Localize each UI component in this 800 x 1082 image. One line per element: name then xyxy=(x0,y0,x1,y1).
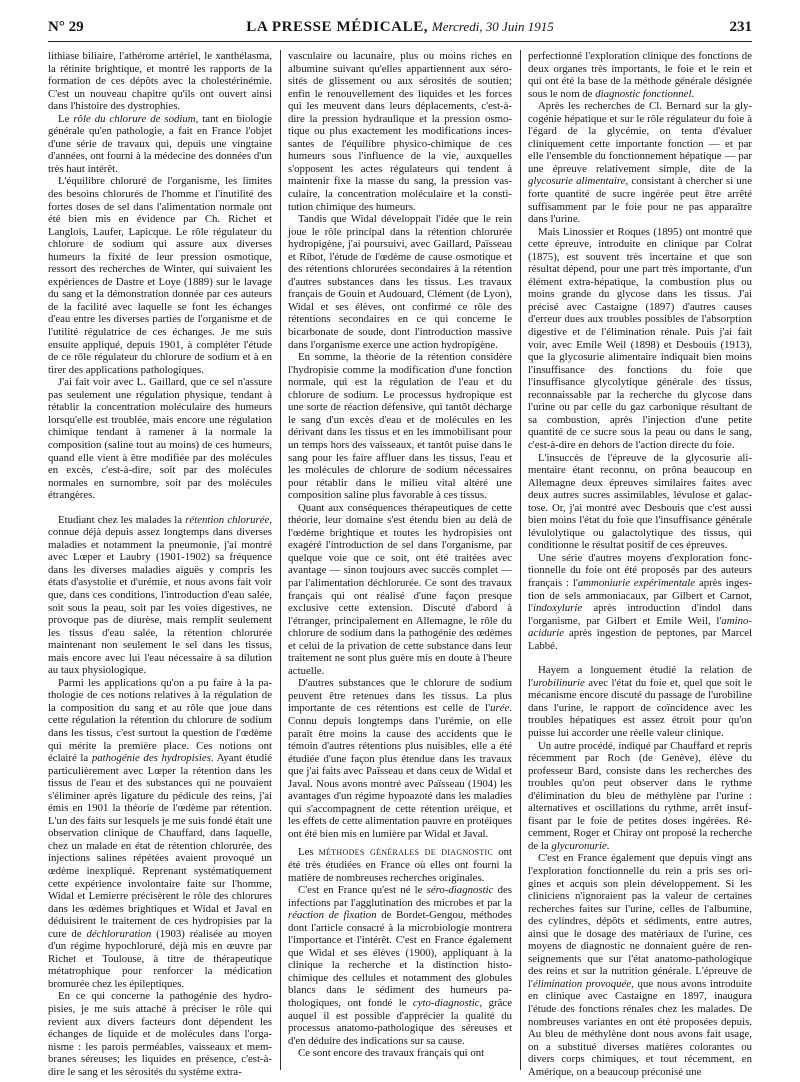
journal-title: LA PRESSE MÉDICALE, xyxy=(246,19,429,35)
paragraph: Quant aux conséquences thérapeutiques de cette théorie, leur domaine s'est étendu bien au delà de l'œdème brightique et toutes les hydropisies ont exagéré l'introduction de sel dans l'organisme, par quelque voie que ce soit, ont été traitées avec avantage — sinon toujours avec succès complet — par l'alimentation déchlorurée. Ce sont des travaux français qui ont réalisé d'une façon presque exclusive cette extension. Discuté d'abord à l'étranger, principalement en Allemagne, le rôle du chlorure de sodium dans la pathogénie des œdèmes et celui de la privation de cette substance dans leur traitement ne sont plus guère mis en doute à l'heure actuelle. xyxy=(288,501,512,677)
column-3 xyxy=(528,50,752,1078)
paragraph: Mais Linossier et Roques (1895) ont montré que cette épreuve, introduite en clinique par Colrat (1875), est souvent très incertaine et que son résultat dépend, pour une part très importante, d'un élément extra-hépatique, la combustion plus ou moins grande du glycose dans les tissus. J'ai précisé avec Castaigne (1897) d'autres causes d'erreur dues aux troubles possibles de l'absorption digestive et de l'élimination rénale. Puis j'ai fait voir, avec Emile Weil (1898) et Desbouis (1913), que la glycosurie alimentaire indiquait bien moins l'insuffisance des fonctions du foie que l'insuffisance glycolytique générale des tissus, reconnaissable par la recherche du glycose dans l'urine ou par celle du gaz carbonique résultant de sa combustion, après l'injection d'une petite quantité de ce sucre sous la peau ou dans le sang, c'est-à-dire en dehors de l'action directe du foie. xyxy=(528,225,752,451)
paragraph: Les méthodes générales de diagnostic ont été très étudiées en France où elles ont fourni la matière de nombreuses recherches originales. xyxy=(288,846,512,884)
emphasis: glycosurie alimentaire xyxy=(528,175,626,188)
paragraph: C'est en France également que depuis vingt ans l'exploration fonctionnelle du rein a pris ses origines et acquis son plein développement. Si les cliniciens n'ignoraient pas la valeur de certaines recherches faites sur l'urine, celles de l'albumine, des cylindres, dépôts et sédiments, entre autres, ainsi que le dosage des matériaux de l'urine, ces moyens de diagnostic ne donnaient guère de renseignements que sur l'état anatomo-pathologique des reins et sur la nutrition générale. L'épreuve de l'élimination provoquée, que nous avons introduite en clinique avec Castaigne en 1897, inaugura l'étude des fonctions rénales chez les malades. De nombreuses variantes en ont été proposées depuis. Au bleu de méthylène dont nous avons fait usage, on a substitué diverses matières colorantes ou divers corps chimiques, et tout récemment, en Amérique, on a beaucoup préconisé une xyxy=(528,852,752,1078)
paragraph: Un autre procédé, indiqué par Chauffard et repris récemment par Roch (de Genève), élève du professeur Bard, consiste dans les recherches des troubles qu'on peut observer dans le rythme d'élimination du bleu de méthylène par l'urine : alternatives et oscillations du rythme, arrêt insuffisant par le foie de petites doses ingérées. Récemment, Roger et Chiray ont proposé la recherche de la glycuronurie. xyxy=(528,739,752,852)
issue-date: Mercredi, 30 Juin 1915 xyxy=(431,19,554,34)
paragraph: Ce sont encore des travaux français qui ont xyxy=(298,1047,485,1060)
paragraph: Hayem a longuement étudié la relation de l'urobilinurie avec l'état du foie et, quel que soit le mécanisme encore discuté du passage de l'urobiline dans l'urine, le rapport de coïncidence avec les troubles hépatiques est assez étroit pour qu'on puisse lui accorder une réelle valeur clinique. xyxy=(528,664,752,739)
emphasis: glycuronurie xyxy=(551,839,607,852)
emphasis: diagnostic fonctionnel xyxy=(595,87,692,100)
paragraph: En ce qui concerne la pathogénie des hydropisies, je me suis attaché à préciser le rôle qui revient aux divers facteurs dont dépendent les échanges de liquide et de molécules dans l'organisme : les parois perméables, vaisseaux et membranes séreuses; les liquides en présence, c'est-à-dire le sang et les sérosités du système extra- xyxy=(48,990,272,1078)
emphasis: pathogénie des hydropisies xyxy=(91,752,211,765)
column-2 xyxy=(288,50,512,1070)
paragraph: J'ai fait voir avec L. Gaillard, que ce sel n'assure pas seulement une régulation physique, tendant à rétablir la concentration moléculaire des humeurs lorsqu'elle est troublée, mais encore une régulation chimique tendant à ramener à la normale la composition (saline tout au moins) de ces humeurs, quand elle vient à être modifiée par des molécules en excès, c'est-à-dire, soit par des molécules normales en surnombre, soit par des molécules étrangères. xyxy=(48,376,272,502)
column-1 xyxy=(48,50,273,1078)
page-number: 231 xyxy=(729,19,752,35)
emphasis: urée xyxy=(490,702,510,715)
paragraph: Une série d'autres moyens d'exploration fonctionnelle du foie ont été proposés par des auteurs français : l'ammoniurie expérimentale après ingestion de sels ammoniacaux, par Gilbert et Carnot, l'indoxylurie après introduction d'indol dans l'organisme, par Gilbert et Emile Weil, l'aminoacidurie après ingestion de peptones, par Marcel Labbé. xyxy=(528,551,752,652)
emphasis: réaction de fixation xyxy=(288,909,377,922)
paragraph: D'autres substances que le chlorure de sodium peuvent être retenues dans les tissus. La plus importante de ces rétentions est celle de l'urée. Connu depuis longtemps dans l'urémie, on elle paraît être moins la cause des accidents que le témoin d'autres rétentions plus nuisibles, elle a été étudiée d'une façon plus étendue dans les travaux que j'ai faits avec Païsseau et dans ceux de Widal et Javal. Nous avons montré avec Païsseau (1904) les avantages d'un régime hypoazoté dans les maladies qui s'accompagnent de cette rétention uréique, et les effets de cette alimentation pauvre en protéiques ont été bien mis en lumière par Widal et Javal. xyxy=(288,677,512,840)
header-center xyxy=(48,16,752,38)
emphasis: rôle du chlorure de sodium xyxy=(73,112,196,125)
paragraph: L'équilibre chloruré de l'organisme, les limites des besoins chlorurés de l'homme et l'inutilité des fortes doses de sel dans l'alimentation normale ont été bien mis en évidence par Ch. Richet et Langlois, Laufer, Lapicque. Le rôle régulateur du chlorure de sodium qui assure aux diverses humeurs la fixité de leur pression osmotique, ressort des recherches de Winter, qui suivaient les expériences de Dastre et Loye (1889) sur le lavage du sang et la démonstration donnée par ces auteurs de la facilité avec laquelle se font les échanges d'eau entre les diverses parties de l'organisme et de l'utilité régulatrice de ces échanges. Je me suis ensuite appliqué, depuis 1901, à compléter l'étude de ce rôle régulateur du chlorure de sodium et à en tirer des applications pathologiques. xyxy=(48,175,272,376)
paragraph: Tandis que Widal développait l'idée que le rein joue le rôle principal dans la rétention chlorurée hydropigène, j'ai poursuivi, avec Gaillard, Païsseau et Ribot, l'étude de l'œdème de cause osmotique et des rétentions chlorurées secondaires à la rétention d'autres substances dans les tissus. Les travaux français de Gouin et Audouard, Clément (de Lyon), Widal et ses élèves, ont confirmé ce rôle des rétentions secondaires en ce qui concerne le bicarbonate de soude, dont l'introduction massive dans l'organisme exerce une action hydropigène. xyxy=(288,213,512,351)
paragraph: Après les recherches de Cl. Bernard sur la glycogénie hépatique et sur le rôle régulateur du foie à l'égard de la glycémie, on tenta d'évaluer cliniquement cette importante fonction — et par elle l'ensemble du fonctionnement hépatique — par une épreuve relativement simple, dite de la glycosurie alimentaire, consistant à chercher si une forte quantité de sucre ingérée peut être arrêté suffisamment par le foie pour ne pas apparaître dans l'urine. xyxy=(528,100,752,226)
emphasis: élimination provoquée xyxy=(532,977,632,990)
emphasis: urobilinurie xyxy=(532,676,585,689)
emphasis: rétention chlorurée xyxy=(185,513,270,526)
column-divider-1 xyxy=(280,50,281,1070)
emphasis: aminoacidurie xyxy=(528,614,752,640)
emphasis: séro-diagnostic xyxy=(426,884,494,897)
paragraph: Parmi les applications qu'on a pu faire à la pathologie de ces notions relatives à la régulation de la composition du sang et au rôle que joue dans cette régulation la rétention du chlorure de sodium dans les tissus, c'est surtout la question de l'œdème qui mérite la première place. Ces notions ont éclairé la pathogénie des hydropisies. Ayant étudié particulièrement avec Lœper la rétention dans les tissus de l'eau et des substances qui ne pouvaient s'éliminer après ligature du pédicule des reins, j'ai émis en 1901 la théorie de l'œdème par rétention. L'un des faits sur lesquels je me suis fondé était une observation clinique de Chauffard, dans laquelle, chez un malade en état de rétention chlorurée, des injections salines répétées avaient provoqué un œdème inexpliqué. Reprenant systématiquement cette expérience involontaire faite sur l'homme, Widal et Lemierre précisèrent le rôle des chlorures dans les œdèmes brightiques et Widal et Javal en déduisirent le traitement de ces hydropisies par la cure de déchloruration (1903) réalisée au moyen d'un régime hypochloruré, déjà mis en œuvre par Richet et Toulouse, à titre de thérapeutique métatrophique pour renforcer la médication bromurée chez les épileptiques. xyxy=(48,676,273,990)
paragraph: vasculaire ou lacunaire, plus ou moins riches en albumine suivant qu'elles appartiennent aux sérosités de glissement ou aux sérosités de soutien; enfin le renouvellement des liquides et les forces qui les meuvent dans leurs déplacements, c'est-à-dire la pression hydraulique et la pression osmotique ou plus exactement les modifications incessantes de l'équilibre physico-chimique de ces humeurs sous l'influence de la vie, auxquelles s'opposent les actes régulateurs qui tendent à maintenir fixe la masse du sang, la pression vasculaire, la concentration moléculaire et la constitution chimique des humeurs. xyxy=(288,50,512,213)
paragraph: L'insuccès de l'épreuve de la glycosurie alimentaire étant reconnu, on prôna beaucoup en Allemagne deux épreuves similaires faites avec deux autres sucres assimilables, lévulose et galactose. Or, j'ai montré avec Desbouis que c'est aussi bien moins l'état du foie que l'insuffisance générale lévulolytique ou galactolytique des tissus, qui conditionne le résultat positif de ces épreuves. xyxy=(528,451,752,552)
column-divider-2 xyxy=(520,50,521,1070)
issue-number: N° 29 xyxy=(48,19,84,35)
paragraph: perfectionné l'exploration clinique des fonctions de deux organes très importants, le foie et le rein et qui ont été la base de la méthode générale désignée sous le nom de diagnostic fonctionnel. xyxy=(528,50,752,100)
emphasis: indoxylurie xyxy=(532,602,583,615)
paragraph: lithiase biliaire, l'athérome artériel, le xanthélasma, la rétinite brightique, et montré les rapports de la formation de ces dépôts avec la cholestérinémie. C'est un nouveau chapitre qu'ils ont ouvert ainsi dans l'histoire des dystrophies. xyxy=(48,50,272,113)
paragraph: Etudiant chez les malades la rétention chlorurée, connue déjà depuis assez longtemps dans diverses maladies et notamment la pneumonie, j'ai montré avec Lœper et Laubry (1901-1902) sa fréquence dans les diverses maladies aiguës y compris les états d'asystolie et d'urémie, et nous avons fait voir que, dans ces conditions, l'introduction d'eau salée, soit sous la peau, soit par les voies digestives, ne provoque pas de diurèse, mais remplit seulement les tissus d'eau salée, la rétention chlorurée maintenant non seulement le sel dans les tissus, mais encore avec lui l'eau nécessaire à sa dilution au taux physiologique. xyxy=(48,513,272,677)
emphasis: ammoniurie expérimentale xyxy=(577,576,696,589)
emphasis: cyto-diagnostic xyxy=(412,997,480,1010)
header-rule xyxy=(48,41,752,42)
paragraph: C'est en France qu'est né le séro-diagnostic des infections par l'agglutination des microbes et par la réaction de fixation de Bordet-Gengou, méthodes dont l'article consacré à la microbiologie montrera l'importance et l'intérêt. C'est en France également que Widal et ses élèves (1900), appliquant à la clinique la recherche et la distinction histo-chimique des cellules et notamment des globules blancs dans le sédiment des humeurs pathologiques, ont fondé le cyto-diagnostic, grâce auquel il est possible d'apprécier la qualité du processus anatomo-pathologique des séreuses et d'en déduire des indications sur sa cause. xyxy=(288,884,513,1047)
paragraph: Le rôle du chlorure de sodium, tant en biologie générale qu'en pathologie, a fait en France l'objet d'une série de travaux qui, depuis une vingtaine d'années, ont fourni à la médecine des données d'un très haut intérêt. xyxy=(48,112,272,175)
emphasis: déchloruration xyxy=(86,927,152,940)
section-heading: méthodes générales de diagnostic xyxy=(318,846,494,859)
running-header xyxy=(48,16,752,38)
paragraph: En somme, la théorie de la rétention considère l'hydropisie comme la modification d'une fonction normale, qui est la régulation de l'eau et du chlorure de sodium. Le processus hydropique est une sorte de réaction défensive, qui tantôt décharge le sang d'un excès d'eau et de molécules en les dérivant dans les tissus et en les immobilisant pour un temps hors des vaisseaux, et tantôt puise dans le sang pour les faire affluer dans les tissus, l'eau et les molécules de chlorure de sodium nécessaires pour rétablir dans le milieu vital altéré une composition saline plus favorable à ces tissus. xyxy=(288,351,512,502)
